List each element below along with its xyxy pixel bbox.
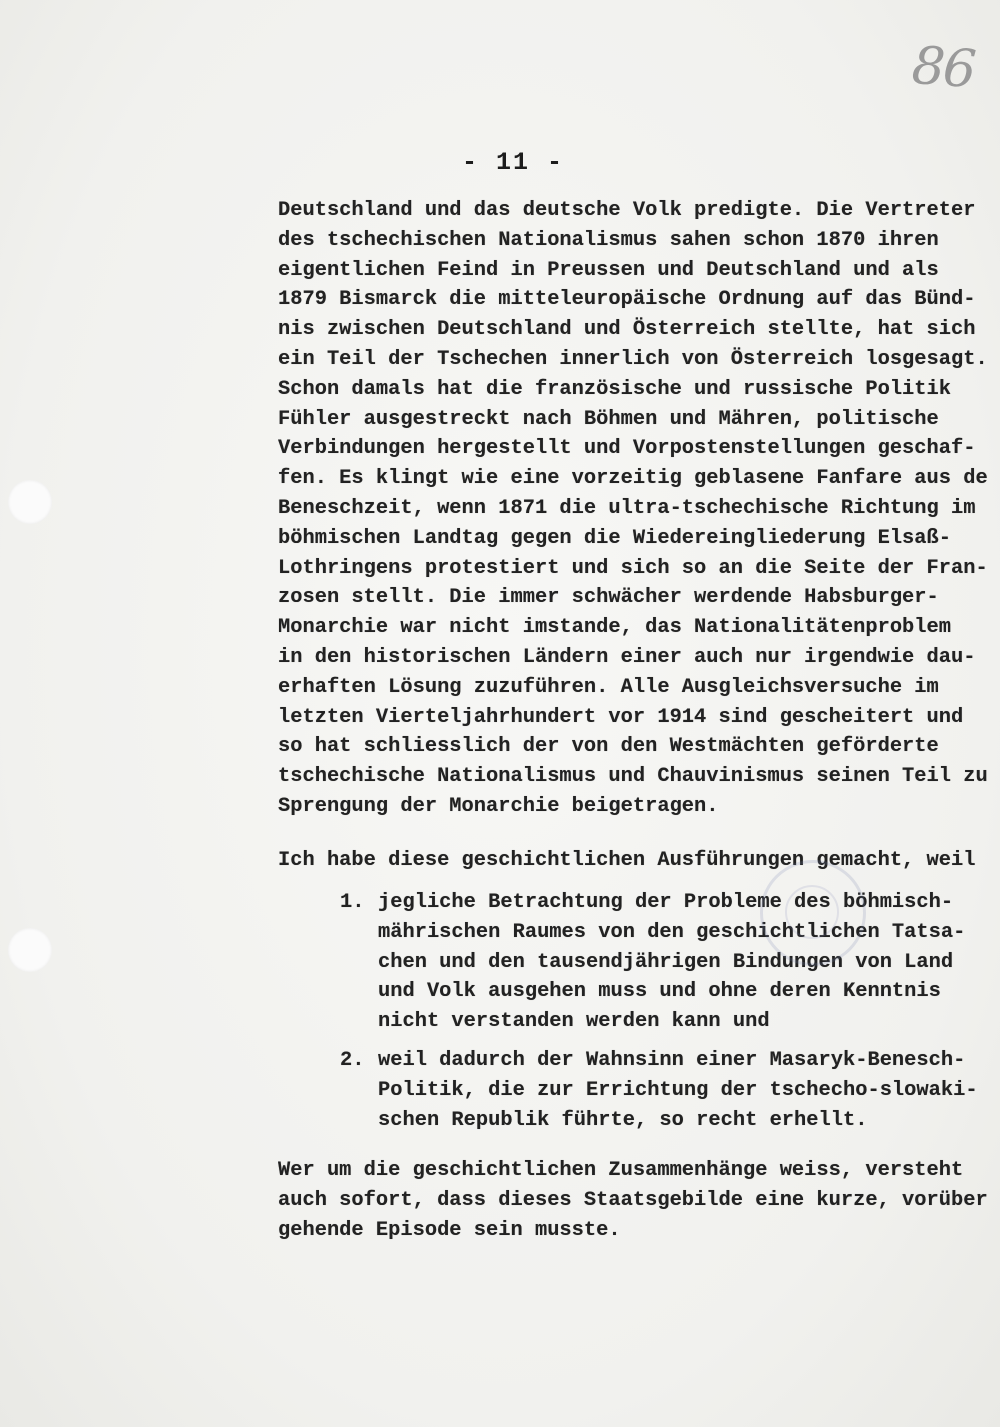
paragraph-3: [278, 1156, 1000, 1245]
text-line: Beneschzeit, wenn 1871 die ultra-tschechische Richtung im: [278, 496, 976, 520]
text-line: in den historischen Ländern einer auch nur irgendwie dau-: [278, 645, 976, 669]
text-line: Fühler ausgestreckt nach Böhmen und Mähren, politische: [278, 407, 939, 431]
list-item: [340, 888, 1000, 1037]
text-line: chen und den tausendjährigen Bindungen von Land: [378, 950, 954, 974]
text-line: ein Teil der Tschechen innerlich von Österreich losgesagt.: [278, 347, 988, 371]
punch-hole: [8, 928, 52, 972]
text-line: und Volk ausgehen muss und ohne deren Kenntnis: [378, 980, 941, 1004]
text-line: weil dadurch der Wahnsinn einer Masaryk-Benesch-: [378, 1049, 966, 1072]
paragraph-2: [278, 846, 1000, 876]
faded-archive-stamp: [760, 860, 866, 966]
page-number: - 11 -: [462, 148, 565, 177]
text-line: gehende Episode sein musste.: [278, 1218, 621, 1242]
text-line: Schon damals hat die französische und russische Politik: [278, 377, 952, 401]
text-line: so hat schliesslich der von den Westmächten geförderte: [278, 735, 939, 759]
list-number: 1.: [340, 891, 365, 914]
text-line: zosen stellt. Die immer schwächer werdende Habsburger-: [278, 586, 939, 610]
text-line: fen. Es klingt wie eine vorzeitig geblasene Fanfare aus de: [278, 467, 988, 491]
text-line: eigentlichen Feind in Preussen und Deutschland und als: [278, 258, 939, 282]
text-line: Wer um die geschichtlichen Zusammenhänge weiss, versteht: [278, 1159, 964, 1182]
text-line: letzten Vierteljahrhundert vor 1914 sind gescheitert und: [278, 705, 964, 729]
text-line: Sprengung der Monarchie beigetragen.: [278, 794, 719, 818]
text-line: Politik, die zur Errichtung der tschecho-slowaki-: [378, 1078, 978, 1102]
text-line: Verbindungen hergestellt und Vorpostenstellungen geschaf-: [278, 437, 976, 461]
text-line: Deutschland und das deutsche Volk predigte. Die Vertreter: [278, 199, 976, 222]
text-line: erhaften Lösung zuzuführen. Alle Ausgleichsversuche im: [278, 675, 939, 699]
text-line: schen Republik führte, so recht erhellt.: [378, 1108, 868, 1132]
text-line: Lothringens protestiert und sich so an die Seite der Fran-: [278, 556, 988, 580]
text-line: des tschechischen Nationalismus sahen schon 1870 ihren: [278, 228, 939, 252]
text-line: 1879 Bismarck die mitteleuropäische Ordnung auf das Bünd-: [278, 288, 976, 312]
text-line: jegliche Betrachtung der Probleme des böhmisch-: [378, 891, 954, 914]
list-item: [340, 1046, 1000, 1135]
text-line: Ich habe diese geschichtlichen Ausführungen gemacht, weil: [278, 849, 976, 872]
text-line: nicht verstanden werden kann und: [378, 1010, 770, 1034]
list-number: 2.: [340, 1049, 365, 1072]
text-line: mährischen Raumes von den geschichtlichen Tatsa-: [378, 920, 966, 944]
text-line: Monarchie war nicht imstande, das Nationalitätenproblem: [278, 616, 952, 640]
handwritten-page-annotation: 86: [909, 35, 977, 101]
text-line: böhmischen Landtag gegen die Wiedereingliederung Elsaß-: [278, 526, 952, 550]
text-line: nis zwischen Deutschland und Österreich stellte, hat sich: [278, 318, 976, 342]
stamp-inner-ring: [785, 885, 839, 939]
text-line: auch sofort, dass dieses Staatsgebilde eine kurze, vorüber: [278, 1188, 988, 1212]
text-line: tschechische Nationalismus und Chauvinismus seinen Teil zu: [278, 765, 988, 789]
punch-hole: [8, 480, 52, 524]
paragraph-1: [278, 196, 1000, 822]
